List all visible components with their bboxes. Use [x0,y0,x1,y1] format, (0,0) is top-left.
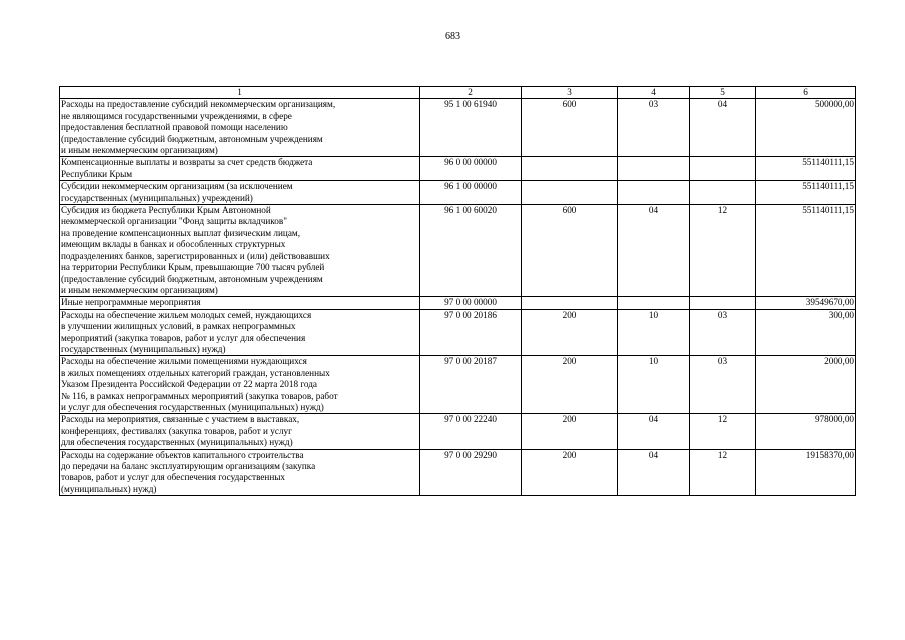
row-subsection: 03 [690,356,756,414]
row-subsection [690,157,756,181]
row-amount: 500000,00 [756,99,856,157]
row-target-code: 96 1 00 00000 [420,181,522,205]
row-target-code: 95 1 00 61940 [420,99,522,157]
row-name: Расходы на обеспечение жильем молодых семей, нуждающихся в улучшении жилищных условий, в рамках непрограммных мероприятий (закупка товаров, работ и услуг для обеспечения государственных (муниципальных) нужд) [60,309,420,356]
row-amount: 978000,00 [756,414,856,449]
row-target-code: 96 0 00 00000 [420,157,522,181]
row-section: 04 [618,449,690,496]
row-target-code: 97 0 00 22240 [420,414,522,449]
header-col-2: 2 [420,87,522,99]
row-expense-type: 200 [522,309,618,356]
table-row [60,157,856,181]
row-amount: 19158370,00 [756,449,856,496]
row-amount: 551140111,15 [756,157,856,181]
table-row [60,309,856,356]
row-name: Субсидии некоммерческим организациям (за исключением государственных (муниципальных) учреждений) [60,181,420,205]
row-name: Компенсационные выплаты и возвраты за счет средств бюджета Республики Крым [60,157,420,181]
table-row [60,205,856,297]
row-name: Расходы на мероприятия, связанные с участием в выставках, конференциях, фестивалях (закупка товаров, работ и услуг для обеспечения государственных (муниципальных) нужд) [60,414,420,449]
row-amount: 551140111,15 [756,181,856,205]
row-name: Расходы на обеспечение жилыми помещениями нуждающихся в жилых помещениях отдельных категорий граждан, установленных Указом Президента Российской Федерации от 22 марта 2018 года № 116, в рамках непрограммных мероприятий (закупка товаров, работ и услуг для обеспечения государственных (муниципальных) нужд) [60,356,420,414]
header-col-5: 5 [690,87,756,99]
row-subsection: 03 [690,309,756,356]
row-section [618,157,690,181]
row-section [618,297,690,309]
row-target-code: 96 1 00 60020 [420,205,522,297]
row-expense-type: 600 [522,205,618,297]
table-row [60,414,856,449]
table-row [60,449,856,496]
row-expense-type [522,181,618,205]
row-target-code: 97 0 00 20187 [420,356,522,414]
table-row [60,181,856,205]
table-row [60,356,856,414]
header-col-1: 1 [60,87,420,99]
row-subsection: 12 [690,205,756,297]
header-row [60,87,856,99]
row-amount: 2000,00 [756,356,856,414]
row-name: Расходы на предоставление субсидий некоммерческим организациям, не являющимся государственными учреждениями, в сфере предоставления бесплатной правовой помощи населению (предоставление субсидий бюджетным, автономным учреждениям и иным некоммерческим организациям) [60,99,420,157]
page-number: 683 [445,31,460,42]
row-expense-type: 200 [522,414,618,449]
row-expense-type: 600 [522,99,618,157]
row-target-code: 97 0 00 29290 [420,449,522,496]
header-col-4: 4 [618,87,690,99]
row-subsection: 12 [690,414,756,449]
row-subsection: 04 [690,99,756,157]
row-name: Расходы на содержание объектов капитального строительства до передачи на баланс эксплуатирующим организациям (закупка товаров, работ и услуг для обеспечения государственных (муниципальных) нужд) [60,449,420,496]
row-section: 04 [618,205,690,297]
row-amount: 39549670,00 [756,297,856,309]
row-section: 03 [618,99,690,157]
row-expense-type: 200 [522,356,618,414]
row-amount: 300,00 [756,309,856,356]
row-name: Иные непрограммные мероприятия [60,297,420,309]
row-subsection: 12 [690,449,756,496]
row-target-code: 97 0 00 20186 [420,309,522,356]
row-target-code: 97 0 00 00000 [420,297,522,309]
header-col-6: 6 [756,87,856,99]
row-section: 10 [618,356,690,414]
row-expense-type [522,157,618,181]
row-expense-type: 200 [522,449,618,496]
row-subsection [690,181,756,205]
table-row [60,297,856,309]
budget-table [59,86,856,496]
row-name: Субсидия из бюджета Республики Крым Автономной некоммерческой организации "Фонд защиты вкладчиков" на проведение компенсационных выплат физическим лицам, имеющим вклады в банках и обособленных структурных подразделениях банков, зарегистрированных и (или) действовавших на территории Республики Крым, превышающие 700 тысяч рублей (предоставление субсидий бюджетным, автономным учреждениям и иным некоммерческим организациям) [60,205,420,297]
table-row [60,99,856,157]
header-col-3: 3 [522,87,618,99]
row-subsection [690,297,756,309]
row-section: 04 [618,414,690,449]
row-section: 10 [618,309,690,356]
row-amount: 551140111,15 [756,205,856,297]
row-expense-type [522,297,618,309]
row-section [618,181,690,205]
